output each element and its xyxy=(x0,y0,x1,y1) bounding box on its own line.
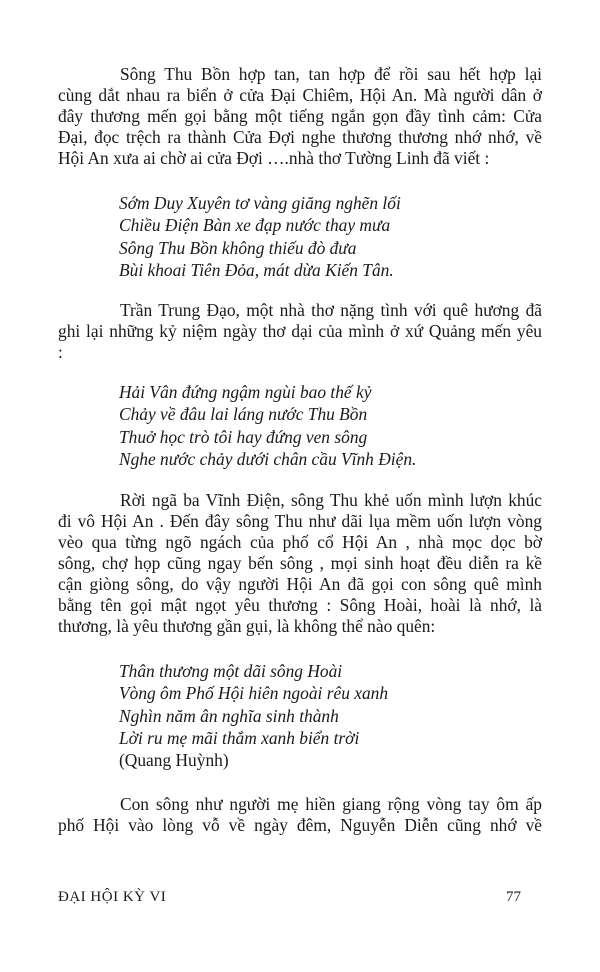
text-line: bằng tên gọi mật ngọt yêu thương : Sông Hoài, hoài là nhớ, là xyxy=(58,595,542,615)
poem-line: Hải Vân đứng ngậm ngùi bao thế kỷ xyxy=(119,382,372,402)
paragraph-1 xyxy=(58,64,542,169)
poem-line: Vòng ôm Phố Hội hiên ngoài rêu xanh xyxy=(119,683,389,704)
text-line: cận giòng sông, do vậy người Hội An đã gọi con sông quê mình xyxy=(58,574,542,594)
paragraph-2 xyxy=(58,300,542,363)
poem-line: Thân thương một dãi sông Hoài xyxy=(119,661,343,681)
text-line: Hội An xưa ai chờ ai cửa Đợi ….nhà thơ Tường Linh đã viết : xyxy=(58,148,490,168)
text-line: đi vô Hội An . Đến đây sông Thu như dãi lụa mềm uốn lượn vòng xyxy=(58,511,542,531)
text-line: sông, chợ họp cũng ngay bến sông , mọi sinh hoạt đều diễn ra kề xyxy=(58,553,542,573)
text-line: Trần Trung Đạo, một nhà thơ nặng tình với quê hương đã xyxy=(120,300,542,320)
text-line: : xyxy=(58,342,63,362)
text-line: Con sông như người mẹ hiền giang rộng vòng tay ôm ấp xyxy=(120,794,542,814)
paragraph-4 xyxy=(58,794,542,836)
paragraph-3 xyxy=(58,490,542,637)
running-footer: ĐẠI HỘI KỲ VI xyxy=(58,889,167,905)
text-line: thương, là yêu thương gần gụi, là không thể nào quên: xyxy=(58,616,436,636)
poem-line: Chiều Điện Bàn xe đạp nước thay mưa xyxy=(119,215,391,236)
page-number: 77 xyxy=(506,889,521,905)
text-line: đây thương mến gọi bằng một tiếng ngắn gọn đầy tình cảm: Cửa xyxy=(58,106,542,126)
text-line: Sông Thu Bồn hợp tan, tan hợp để rồi sau hết hợp lại xyxy=(120,64,542,84)
poem-line: Nghe nước chảy dưới chân cầu Vĩnh Điện. xyxy=(119,448,417,469)
poem-line: Nghìn năm ân nghĩa sinh thành xyxy=(119,705,339,726)
poem-line: Bùi khoai Tiên Đỏa, mát dừa Kiến Tân. xyxy=(119,259,394,280)
text-line: ghi lại những kỷ niệm ngày thơ dại của mình ở xứ Quảng mến yêu xyxy=(58,321,542,341)
poem-line: Sông Thu Bồn không thiếu đò đưa xyxy=(119,237,357,258)
poem-line: Lời ru mẹ mãi thắm xanh biển trời xyxy=(119,727,360,748)
poem-credit: (Quang Huỳnh) xyxy=(119,750,229,771)
poem-line: Chảy về đâu lai láng nước Thu Bồn xyxy=(119,404,368,425)
poem-1 xyxy=(119,192,539,281)
text-line: phố Hội vào lòng vỗ về ngày đêm, Nguyễn Diễn cũng nhớ về xyxy=(58,815,542,835)
text-line: vèo qua từng ngõ ngách của phố cổ Hội An , nhà mọc dọc bờ xyxy=(58,532,542,552)
poem-2 xyxy=(119,381,539,470)
poem-3 xyxy=(119,660,539,771)
text-line: Đại, đọc trệch ra thành Cửa Đợi nghe thương thương nhớ nhớ, về xyxy=(58,127,542,147)
poem-line: Sớm Duy Xuyên tơ vàng giăng nghẽn lối xyxy=(119,193,401,213)
text-line: Rời ngã ba Vĩnh Điện, sông Thu khẻ uốn mình lượn khúc xyxy=(120,490,542,510)
text-line: cùng dắt nhau ra biển ở cửa Đại Chiêm, Hội An. Mà người dân ở xyxy=(58,85,542,105)
poem-line: Thuở học trò tôi hay đứng ven sông xyxy=(119,426,368,447)
